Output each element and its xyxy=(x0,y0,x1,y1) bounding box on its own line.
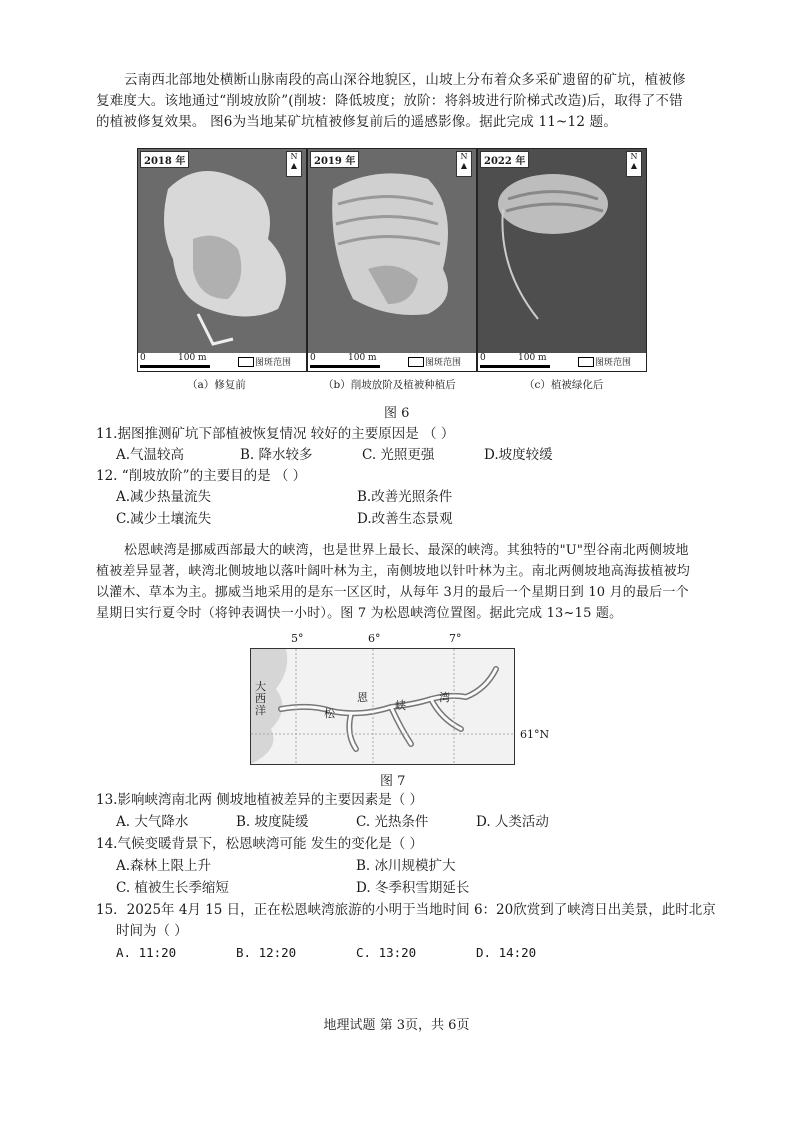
q12-option-a: A.减少热量流失 xyxy=(116,489,212,505)
caption-a: （a）修复前 xyxy=(187,379,246,391)
question-12: 12. “削坡放阶”的主要目的是 （ ） xyxy=(96,468,307,484)
question-14: 14.气候变暖背景下，松恩峡湾可能 发生的变化是（ ） xyxy=(96,836,424,852)
q14-option-a: A.森林上限上升 xyxy=(116,858,212,874)
year-label: 2018 年 xyxy=(140,151,189,168)
north-arrow-icon: N ▲ xyxy=(626,151,642,177)
q14-option-c: C. 植被生长季缩短 xyxy=(116,880,229,896)
q11-option-a: A.气温较高 xyxy=(116,447,185,463)
north-arrow-icon: N ▲ xyxy=(286,151,302,177)
q15-option-d: D. 14:20 xyxy=(476,945,537,960)
q12-option-d: D.改善生态景观 xyxy=(357,511,453,527)
scale-and-legend: 0 100 m 图斑范围 xyxy=(478,353,646,371)
satellite-image-a xyxy=(138,149,306,371)
question-15-continued: 时间为（ ） xyxy=(116,923,188,939)
q13-option-a: A. 大气降水 xyxy=(116,814,189,830)
legend-box-icon xyxy=(578,357,594,367)
scale-and-legend: 0 100 m 图斑范围 xyxy=(308,353,476,371)
q13-option-d: D. 人类活动 xyxy=(476,814,549,830)
question-13: 13.影响峡湾南北两 侧坡地植被差异的主要因素是（ ） xyxy=(96,792,424,808)
intro-paragraph-2: 松恩峡湾是挪威西部最大的峡湾，也是世界上最长、最深的峡湾。其独特的"U"型谷南北两侧坡地植被差异显著，峡湾北侧坡地以落叶阔叶林为主，南侧坡地以针叶林为主。南北两侧坡地高海拔植被均以灌木、草本为主。挪威当地采用的是东一区区时，从每年 3月的最后一个星期日到 10 月的最后一个星期日实行夏令时（将钟表调快一小时）。图 7 为松恩峡湾位置图。据此完成 13~15 题。 xyxy=(96,543,691,621)
q13-option-b: B. 坡度陡缓 xyxy=(236,814,309,830)
q12-option-c: C.减少土壤流失 xyxy=(116,511,212,527)
question-15: 15．2025年 4月 15 日，正在松恩峡湾旅游的小明于当地时间 6：20欣赏到了峡湾日出美景，此时北京 xyxy=(96,902,716,918)
legend-box-icon xyxy=(408,357,424,367)
fig6-panel-b xyxy=(307,148,477,372)
legend-box-icon xyxy=(238,357,254,367)
q14-option-b: B. 冰川规模扩大 xyxy=(356,858,456,874)
fjord-char: 峡 xyxy=(395,699,406,712)
page-footer: 地理试题 第 3页，共 6页 xyxy=(323,1018,470,1033)
fig6-panel-c xyxy=(477,148,647,372)
ocean-label: 大西洋 xyxy=(255,680,266,717)
year-label: 2022 年 xyxy=(480,151,529,168)
north-arrow-icon: N ▲ xyxy=(456,151,472,177)
fjord-map xyxy=(250,648,515,765)
fig6-panel-a xyxy=(137,148,307,372)
q15-option-b: B. 12:20 xyxy=(236,945,297,960)
longitude-label: 5° xyxy=(291,632,304,645)
fjord-char: 恩 xyxy=(357,691,368,704)
year-label: 2019 年 xyxy=(310,151,359,168)
q13-option-c: C. 光热条件 xyxy=(356,814,429,830)
longitude-label: 6° xyxy=(368,632,381,645)
intro-paragraph-1: 云南西北部地处横断山脉南段的高山深谷地貌区，山坡上分布着众多采矿遗留的矿坑，植被修复难度大。该地通过“削坡放阶”(削坡：降低坡度；放阶：将斜坡进行阶梯式改造)后，取得了不错的植被修复效果。 图6为当地某矿坑植被修复前后的遥感影像。据此完成 11~12 题。 xyxy=(96,72,686,130)
scale-and-legend: 0 100 m 图斑范围 xyxy=(138,353,306,371)
figure-6-label: 图 6 xyxy=(384,406,410,421)
q11-option-b: B. 降水较多 xyxy=(240,447,313,463)
fjord-map-drawing xyxy=(251,649,514,764)
q12-option-b: B.改善光照条件 xyxy=(357,489,453,505)
q11-option-c: C. 光照更强 xyxy=(362,447,435,463)
question-11: 11.据图推测矿坑下部植被恢复情况 较好的主要原因是 （ ） xyxy=(96,426,455,442)
satellite-image-c xyxy=(478,149,646,371)
q11-option-d: D.坡度较缓 xyxy=(484,447,553,463)
satellite-image-b xyxy=(308,149,476,371)
q14-option-d: D. 冬季积雪期延长 xyxy=(356,880,470,896)
caption-b: （b）削坡放阶及植被种植后 xyxy=(323,379,456,391)
caption-c: （c）植被绿化后 xyxy=(524,379,604,391)
q15-option-a: A. 11:20 xyxy=(116,945,177,960)
figure-7-label: 图 7 xyxy=(380,774,406,789)
fjord-char: 湾 xyxy=(439,691,450,704)
fjord-char: 松 xyxy=(324,707,335,720)
latitude-label: 61°N xyxy=(520,728,550,741)
longitude-label: 7° xyxy=(449,632,462,645)
q15-option-c: C. 13:20 xyxy=(356,945,417,960)
